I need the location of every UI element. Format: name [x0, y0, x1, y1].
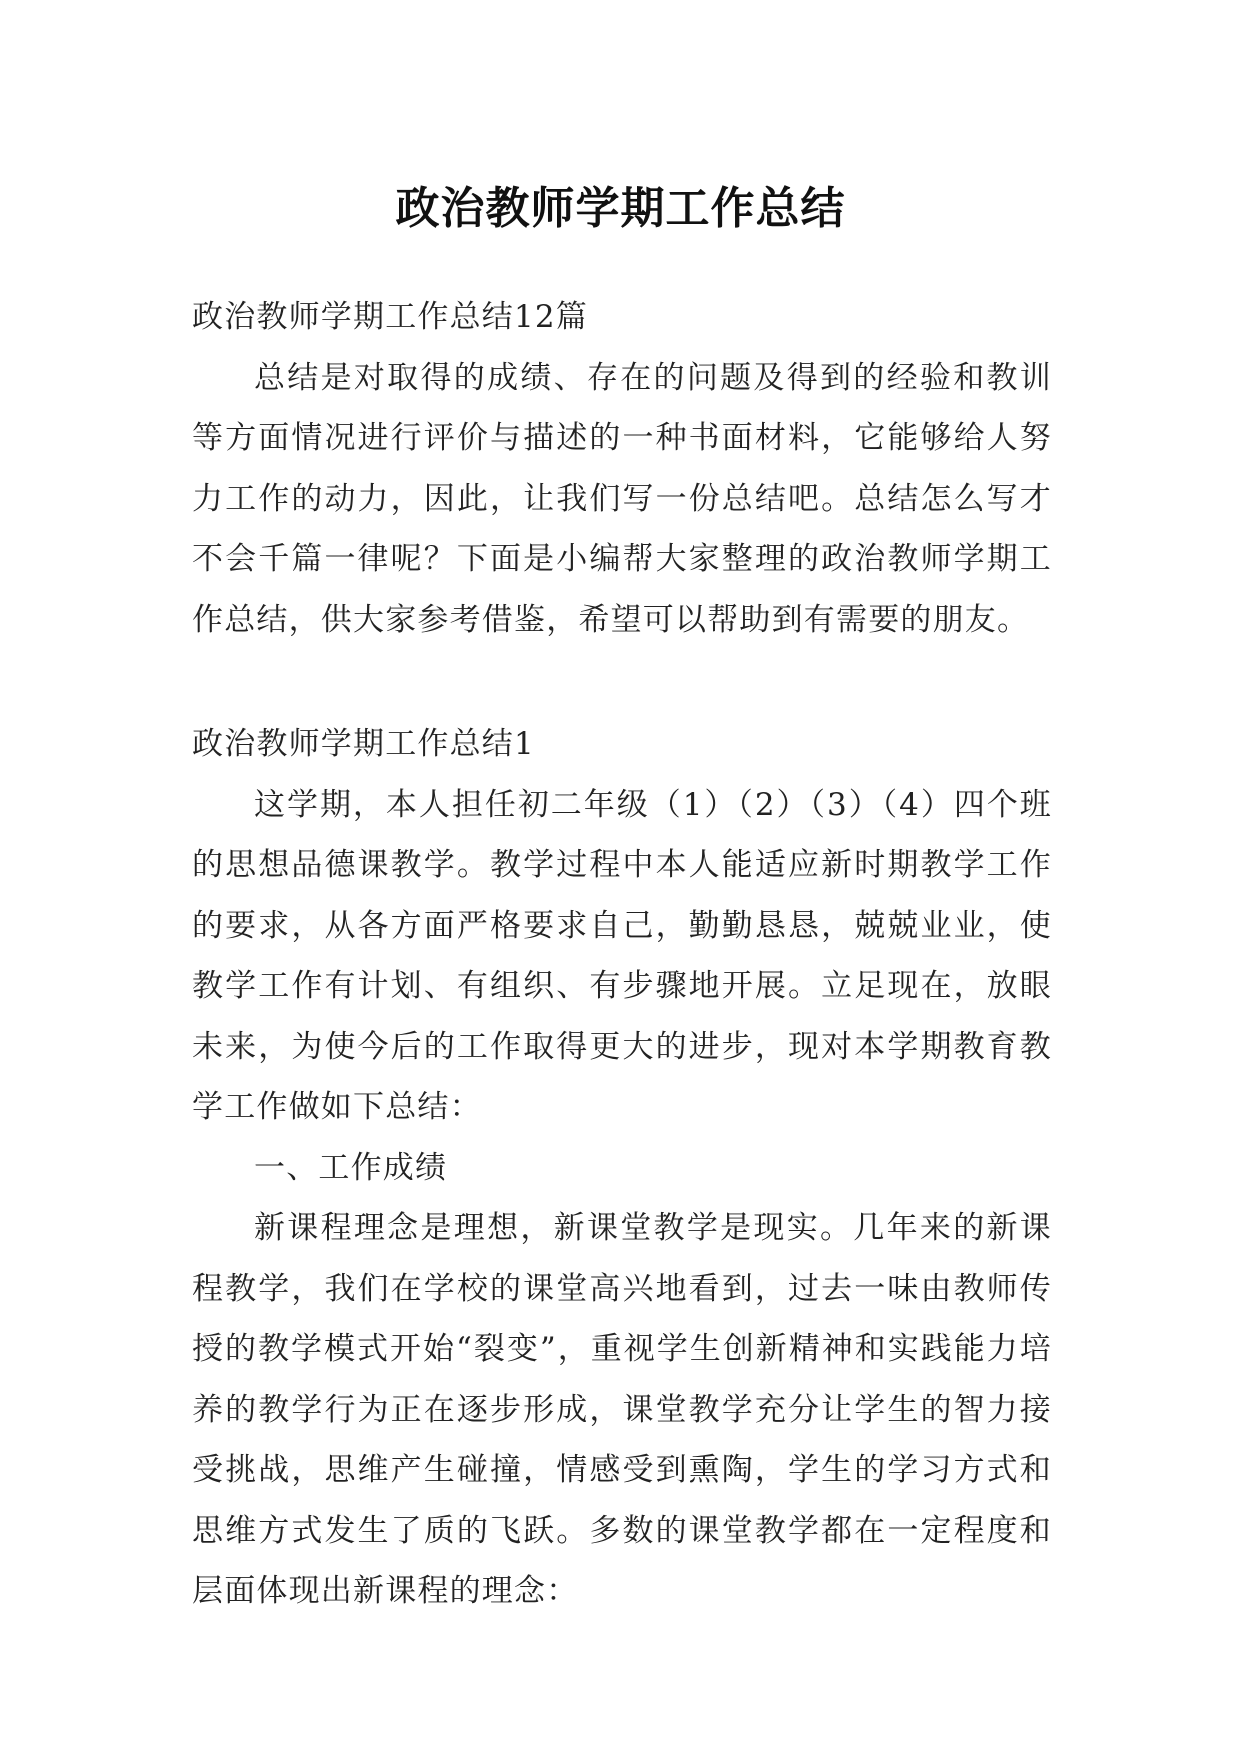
- section-1-subheading: 一、工作成绩: [254, 1149, 448, 1186]
- section-1-paragraph-2: 新课程理念是理想，新课堂教学是现实。几年来的新课程教学，我们在学校的课堂高兴地看到，过去一味由教师传授的教学模式开始“裂变”，重视学生创新精神和实践能力培养的教学行为正在逐步形成，课堂教学充分让学生的智力接受挑战，思维产生碰撞，情感受到熏陶，学生的学习方式和思维方式发生了质的飞跃。多数的课堂教学都在一定程度和层面体现出新课程的理念：: [192, 1210, 1052, 1609]
- section-heading-1: 政治教师学期工作总结1: [192, 726, 535, 762]
- document-body: [192, 287, 1052, 1622]
- intro-heading: 政治教师学期工作总结12篇: [192, 299, 589, 335]
- intro-paragraph: 总结是对取得的成绩、存在的问题及得到的经验和教训等方面情况进行评价与描述的一种书面材料，它能够给人努力工作的动力，因此，让我们写一份总结吧。总结怎么写才不会千篇一律呢？下面是小编帮大家整理的政治教师学期工作总结，供大家参考借鉴，希望可以帮助到有需要的朋友。: [192, 359, 1052, 638]
- document-title: 政治教师学期工作总结: [395, 183, 846, 235]
- section-1-paragraph-1: 这学期，本人担任初二年级（1）（2）（3）（4）四个班的思想品德课教学。教学过程中本人能适应新时期教学工作的要求，从各方面严格要求自己，勤勤恳恳，兢兢业业，使教学工作有计划、有组织、有步骤地开展。立足现在，放眼未来，为使今后的工作取得更大的进步，现对本学期教育教学工作做如下总结：: [192, 786, 1052, 1125]
